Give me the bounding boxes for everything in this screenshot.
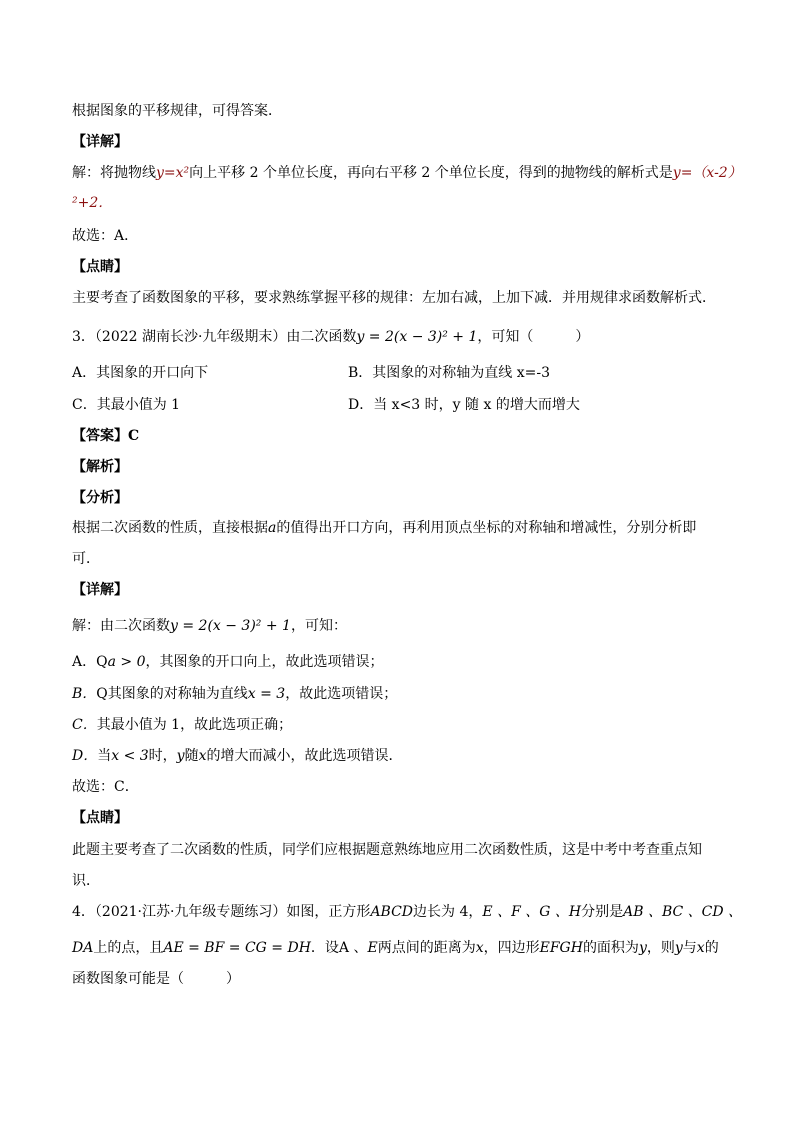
var: x	[696, 940, 705, 956]
text-span: 【详解】	[72, 134, 128, 150]
because-symbol: Q	[96, 686, 108, 702]
answer	[72, 426, 139, 446]
var: a	[268, 520, 277, 536]
text-span: 边长为 4，	[413, 904, 483, 920]
text-span: ．设A 、	[310, 940, 368, 956]
text-span: 当	[97, 748, 112, 764]
solution-option-c	[72, 715, 292, 735]
section-label-point	[72, 257, 128, 277]
text-span: ，可知（ ）	[477, 329, 590, 345]
text-span: ，则	[646, 940, 675, 956]
text-span: 分别是	[581, 904, 624, 920]
text-span: 【分析】	[72, 490, 128, 506]
var: E	[367, 940, 378, 956]
text-span: D．	[72, 748, 98, 764]
var: x	[198, 748, 207, 764]
var: y	[674, 940, 683, 956]
text-span: 主要考查了函数图象的平移，要求熟练掌握平移的规律：左加右减，上加下减．并用规律求函数解析式．	[72, 290, 716, 306]
text-span: 根据二次函数的性质，直接根据	[72, 520, 268, 536]
text-span: 故选：C．	[72, 779, 139, 795]
section-label-analysis	[72, 457, 128, 477]
text-span: 的增大而减小，故此选项错误．	[206, 748, 403, 764]
formula: AE = BF = CG = DH	[163, 940, 311, 956]
text-span: D．当 x<3 时，y 随 x 的增大而增大	[348, 397, 580, 413]
var: E 、F 、G 、H	[482, 904, 582, 920]
text-span: 故选：A．	[72, 228, 139, 244]
text-span: 解：将抛物线	[72, 165, 156, 181]
choose-line-2	[72, 777, 139, 797]
option-d	[348, 395, 580, 415]
text-span: 两点间的距离为	[377, 940, 476, 956]
formula-red: y=x²	[156, 165, 190, 181]
text-span: ，四边形	[483, 940, 540, 956]
text-span: B．其图象的对称轴为直线 x=-3	[348, 365, 551, 381]
var: y	[638, 940, 647, 956]
point2-text	[72, 840, 702, 860]
formula: y = 2(x − 3)² + 1	[356, 329, 478, 345]
text-span: 函数图象可能是（ ）	[72, 971, 240, 987]
solution-option-a	[72, 652, 384, 672]
text-span: C．	[72, 717, 97, 733]
point2-text-cont	[72, 871, 100, 891]
question-4-line2	[72, 938, 719, 958]
formula: x = 3	[247, 686, 286, 702]
section-label-detail-2	[72, 580, 128, 600]
var: x	[475, 940, 484, 956]
formula: x < 3	[111, 748, 149, 764]
solution-line	[72, 163, 742, 183]
text-span: 其图象的对称轴为直线	[107, 686, 248, 702]
text-span: 向上平移 2 个单位长度，再向右平移 2 个单位长度，得到的抛物线的解析式是	[189, 165, 673, 181]
text-span: 的	[704, 940, 719, 956]
text-span: 时，	[148, 748, 177, 764]
text-span: 随	[184, 748, 199, 764]
formula: y = 2(x − 3)² + 1	[170, 618, 291, 634]
var: ABCD	[370, 904, 414, 920]
section-label-fenxi	[72, 488, 128, 508]
text-span: 【点睛】	[72, 810, 128, 826]
text-span: 识．	[72, 873, 100, 889]
text-span: 根据图象的平移规律，可得答案．	[72, 103, 282, 119]
text-span: 的值得出开口方向，再利用顶点坐标的对称轴和增减性，分别分析即	[276, 520, 697, 536]
var: AB 、BC 、CD 、	[623, 904, 743, 920]
option-a	[72, 363, 208, 383]
text-span: 【解析】	[72, 459, 128, 475]
formula: a > 0	[107, 654, 146, 670]
text-span: 3．（2022 湖南长沙·九年级期末）由二次函数	[72, 329, 357, 345]
text-span: 解：由二次函数	[72, 618, 170, 634]
question-4-line1	[72, 902, 742, 922]
text-span: ，其图象的开口向上，故此选项错误；	[145, 654, 384, 670]
text-span: A．其图象的开口向下	[72, 365, 209, 381]
text-span: A．	[72, 654, 97, 670]
text-span: 【答案】C	[72, 428, 140, 444]
text-span: 与	[682, 940, 697, 956]
text-span: ，故此选项错误；	[285, 686, 398, 702]
question-4-line3	[72, 969, 240, 989]
choose-line	[72, 226, 138, 246]
var: DA	[72, 940, 94, 956]
text-span: 上的点，且	[93, 940, 164, 956]
text-span: C．其最小值为 1	[72, 397, 181, 413]
option-c	[72, 395, 180, 415]
text-line	[72, 101, 282, 121]
solution-option-b	[72, 684, 397, 704]
var: EFGH	[539, 940, 583, 956]
text-span: 【点睛】	[72, 259, 128, 275]
text-span: 的面积为	[582, 940, 639, 956]
solution-option-d	[72, 746, 403, 766]
solution-line-cont	[72, 193, 112, 213]
text-span: 此题主要考查了二次函数的性质，同学们应根据题意熟练地应用二次函数性质，这是中考中考查重点知	[72, 842, 702, 858]
section-label-point-2	[72, 808, 128, 828]
fenxi-text-cont	[72, 549, 100, 569]
question-3	[72, 327, 589, 347]
text-span: ，可知：	[290, 618, 347, 634]
fenxi-text	[72, 518, 696, 538]
because-symbol: Q	[96, 654, 108, 670]
text-span: 4．（2021·江苏·九年级专题练习）如图，正方形	[72, 904, 371, 920]
var: y	[176, 748, 185, 764]
option-b	[348, 363, 550, 383]
text-span: B．	[72, 686, 97, 702]
text-span: 可．	[72, 551, 100, 567]
text-span: 【详解】	[72, 582, 128, 598]
formula-red: ²+2．	[72, 195, 113, 211]
section-label-detail	[72, 132, 128, 152]
point-text	[72, 288, 716, 308]
formula-red: y=（x-2）	[672, 165, 742, 181]
solution2-line	[72, 616, 347, 636]
text-span: 其最小值为 1，故此选项正确；	[96, 717, 293, 733]
